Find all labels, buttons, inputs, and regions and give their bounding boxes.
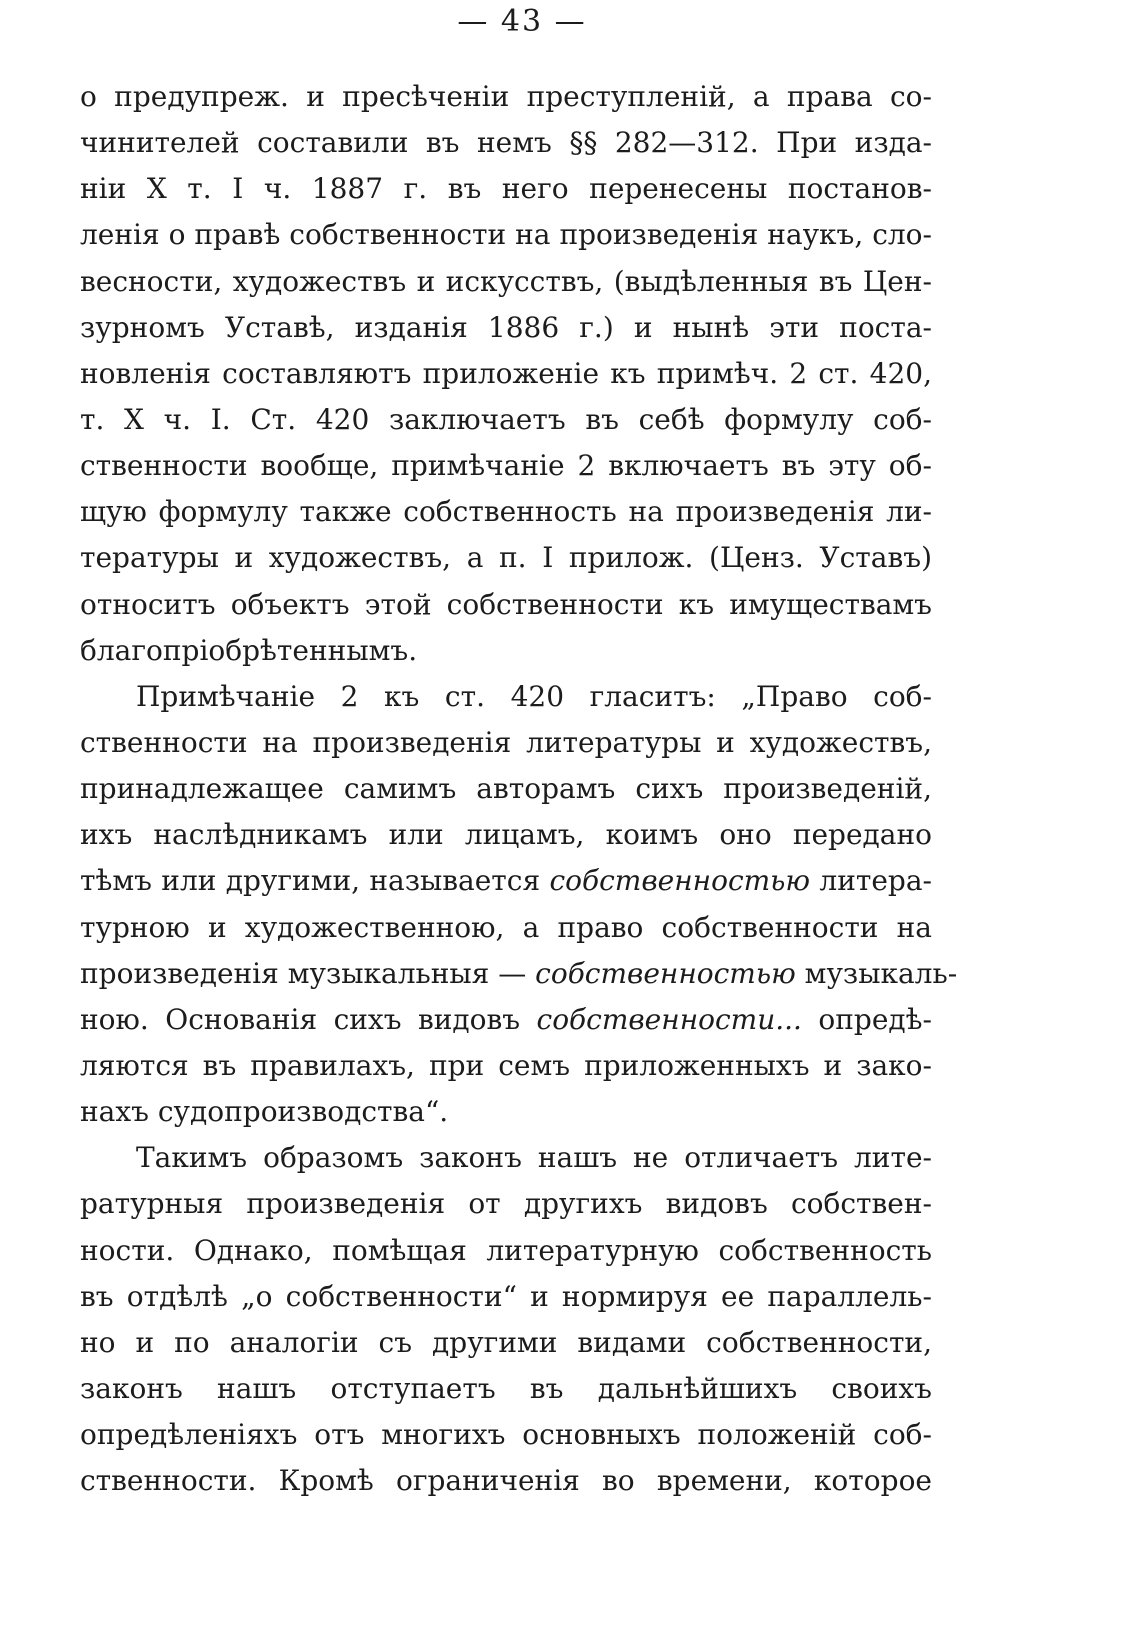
text-line: щую формулу также собственность на произведенія ли- (80, 495, 932, 529)
text-line: ихъ наслѣдникамъ или лицамъ, коимъ оно передано (80, 818, 932, 852)
text-line: нахъ судопроизводства“. (80, 1095, 449, 1129)
italic-term: собственностью (535, 956, 796, 990)
text-line-with-italic (80, 858, 932, 904)
text-line: тературы и художествъ, а п. I прилож. (Ценз. Уставъ) (80, 541, 932, 575)
text-line: опредѣленіяхъ отъ многихъ основныхъ положеній соб- (80, 1418, 932, 1452)
text-span: литера- (810, 864, 932, 898)
text-line: Примѣчаніе 2 къ ст. 420 гласитъ: „Право соб- (136, 679, 932, 713)
text-line: ственности. Кромѣ ограниченія во времени, которое (80, 1464, 932, 1498)
text-span: опредѣ- (801, 1002, 933, 1036)
text-span: музыкаль- (795, 956, 958, 990)
italic-term: собственности... (536, 1002, 802, 1036)
text-line: чинителей составили въ немъ §§ 282—312. При изда- (80, 126, 932, 160)
text-line: ратурныя произведенія от другихъ видовъ собствен- (80, 1187, 932, 1221)
page-number: — 43 — (457, 4, 587, 39)
text-line: ности. Однако, помѣщая литературную собственность (80, 1233, 932, 1267)
text-line: принадлежащее самимъ авторамъ сихъ произведеній, (80, 772, 932, 806)
text-line: о предупреж. и пресѣченіи преступленій, а права со- (80, 80, 932, 113)
text-line: ляются въ правилахъ, при семъ приложенныхъ и зако- (80, 1048, 932, 1082)
text-span: тѣмъ или другими, называется (80, 864, 550, 898)
text-line: турною и художественною, а право собственности на (80, 910, 932, 944)
text-line: т. X ч. I. Ст. 420 заключаетъ въ себѣ формулу соб- (80, 402, 932, 436)
text-line: но и по аналогіи съ другими видами собственности, (80, 1325, 932, 1359)
body-text (80, 74, 958, 1504)
text-line: законъ нашъ отступаетъ въ дальнѣйшихъ своихъ (80, 1371, 932, 1405)
text-line: новленія составляютъ приложеніе къ примѣч. 2 ст. 420, (80, 356, 932, 390)
text-line: зурномъ Уставѣ, изданія 1886 г.) и нынѣ эти поста- (80, 310, 932, 344)
text-line: благопріобрѣтеннымъ. (80, 633, 418, 667)
text-line: ніи X т. I ч. 1887 г. въ него перенесены постанов- (80, 172, 932, 206)
text-line: весности, художествъ и искусствъ, (выдѣленныя въ Цен- (80, 264, 932, 298)
text-line: ственности вообще, примѣчаніе 2 включаетъ въ эту об- (80, 449, 932, 483)
text-line-with-italic (80, 951, 958, 997)
text-span: произведенія музыкальныя — (80, 956, 536, 990)
italic-term: собственностью (549, 864, 811, 898)
text-line: въ отдѣлѣ „о собственности“ и нормируя ее параллель- (80, 1279, 932, 1313)
text-line-with-italic (80, 997, 932, 1043)
text-line: ленія о правѣ собственности на произведенія наукъ, сло- (80, 218, 932, 252)
text-span: ною. Основанія сихъ видовъ (80, 1002, 537, 1036)
text-line: ственности на произведенія литературы и художествъ, (80, 725, 932, 759)
text-line: Такимъ образомъ законъ нашъ не отличаетъ лите- (136, 1141, 932, 1175)
text-line: относитъ объектъ этой собственности къ имуществамъ (80, 587, 932, 621)
